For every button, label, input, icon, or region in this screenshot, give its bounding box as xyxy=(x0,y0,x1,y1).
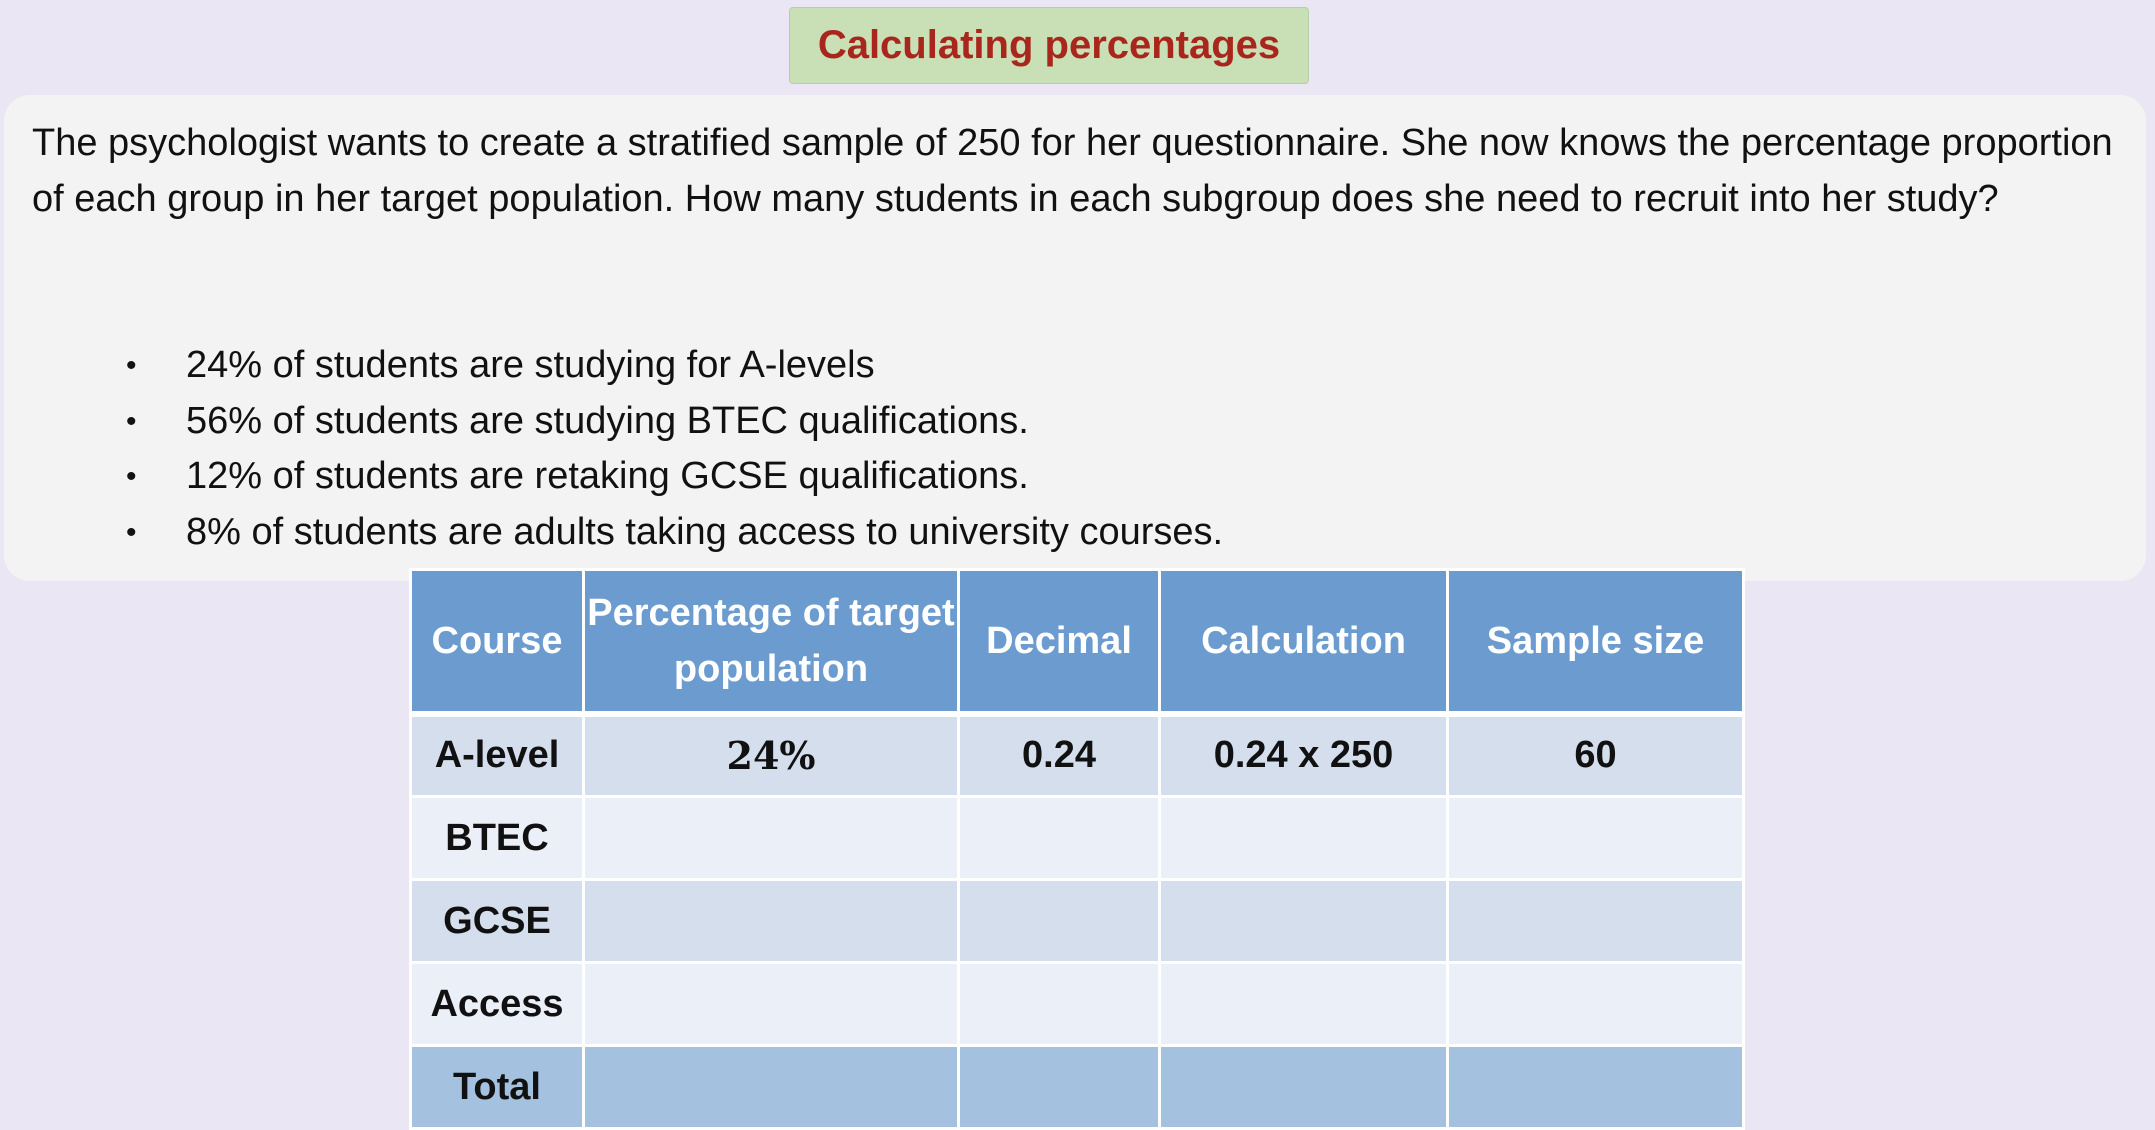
bullet-text: 12% of students are retaking GCSE qualifications. xyxy=(186,455,1029,497)
page-title: Calculating percentages xyxy=(817,23,1281,67)
sample-size-table xyxy=(409,568,1745,1130)
title-banner xyxy=(789,7,1309,84)
header-course: Course xyxy=(411,570,584,714)
bullet-dot: • xyxy=(126,404,137,438)
bullet-list xyxy=(120,338,1223,560)
bullet-dot: • xyxy=(126,460,137,493)
bullet-item xyxy=(120,338,1223,394)
bullet-text: 24% of students are studying for A-levels xyxy=(186,344,875,386)
bullet-text: 56% of students are studying BTEC qualifications. xyxy=(186,399,1029,442)
bullet-dot: • xyxy=(126,515,137,549)
cell-calculation[interactable] xyxy=(1160,963,1448,1046)
question-panel xyxy=(4,95,2146,581)
cell-course: A-level xyxy=(411,714,584,797)
table-row xyxy=(411,963,1744,1046)
cell-sample-size[interactable] xyxy=(1448,963,1744,1046)
cell-percentage[interactable] xyxy=(584,963,959,1046)
cell-percentage[interactable] xyxy=(584,1046,959,1129)
cell-course: GCSE xyxy=(411,880,584,963)
table-row-total xyxy=(411,1046,1744,1129)
header-percentage: Percentage of target population xyxy=(584,570,959,714)
bullet-item xyxy=(120,449,1223,505)
table-row xyxy=(411,880,1744,963)
cell-decimal: 0.24 xyxy=(959,714,1160,797)
cell-course: Total xyxy=(411,1046,584,1129)
cell-calculation[interactable] xyxy=(1160,797,1448,880)
cell-decimal[interactable] xyxy=(959,880,1160,963)
cell-sample-size: 60 xyxy=(1448,714,1744,797)
cell-decimal[interactable] xyxy=(959,1046,1160,1129)
cell-percentage[interactable] xyxy=(584,880,959,963)
cell-decimal[interactable] xyxy=(959,797,1160,880)
table-row xyxy=(411,714,1744,797)
cell-calculation: 0.24 x 250 xyxy=(1160,714,1448,797)
cell-sample-size[interactable] xyxy=(1448,880,1744,963)
header-decimal: Decimal xyxy=(959,570,1160,714)
cell-percentage: 24% xyxy=(584,714,959,797)
header-calculation: Calculation xyxy=(1160,570,1448,714)
header-sample-size: Sample size xyxy=(1448,570,1744,714)
bullet-item xyxy=(120,394,1223,450)
bullet-text: 8% of students are adults taking access to university courses. xyxy=(186,510,1224,553)
cell-course: Access xyxy=(411,963,584,1046)
cell-decimal[interactable] xyxy=(959,963,1160,1046)
cell-percentage[interactable] xyxy=(584,797,959,880)
cell-sample-size[interactable] xyxy=(1448,1046,1744,1129)
cell-course: BTEC xyxy=(411,797,584,880)
question-text: The psychologist wants to create a stratified sample of 250 for her questionnaire. She now knows the percentage proportion of each group in her target population. How many students in each subgroup does she need to recruit into her study? xyxy=(32,122,2113,220)
cell-sample-size[interactable] xyxy=(1448,797,1744,880)
cell-calculation[interactable] xyxy=(1160,1046,1448,1129)
table-row xyxy=(411,797,1744,880)
bullet-item xyxy=(120,505,1223,561)
bullet-dot: • xyxy=(126,349,137,382)
cell-calculation[interactable] xyxy=(1160,880,1448,963)
table-header-row xyxy=(411,570,1744,714)
